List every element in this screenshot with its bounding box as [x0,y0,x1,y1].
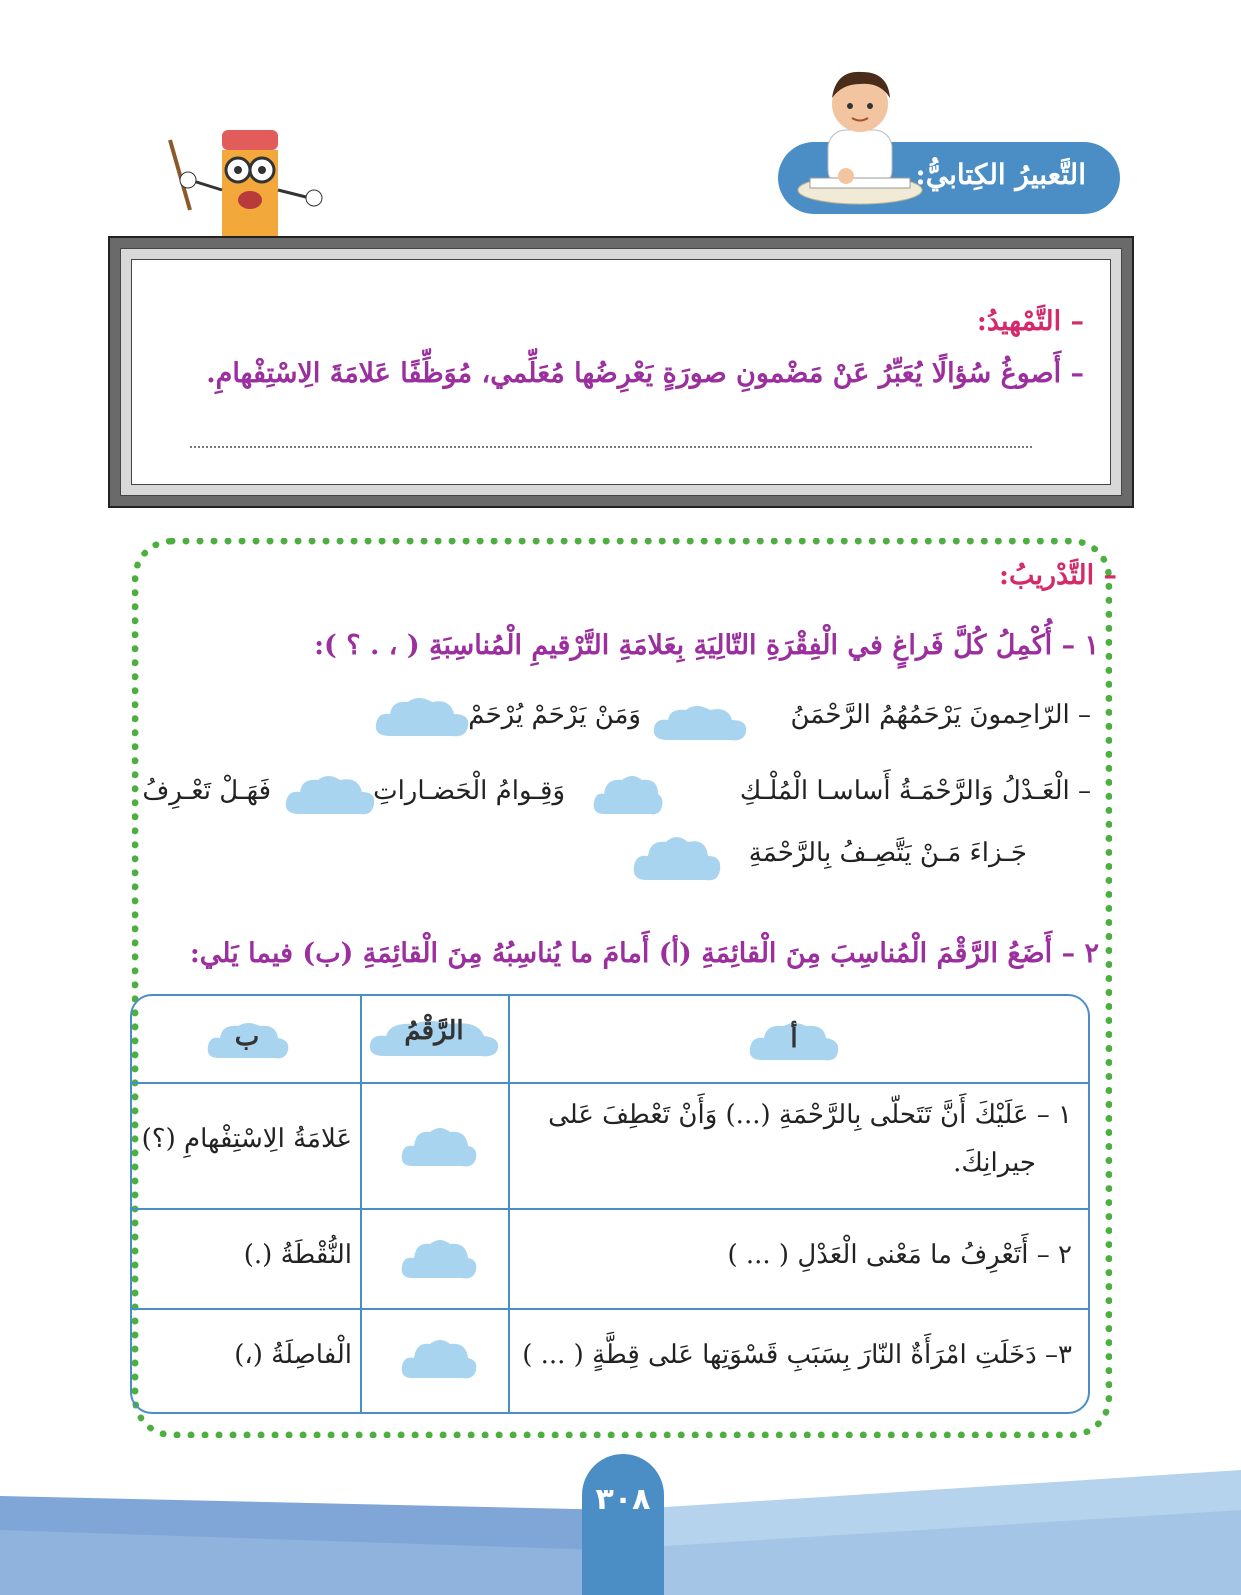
table-divider [132,1082,1088,1084]
page-number-tab [582,1454,664,1595]
row-3-b: الْفاصِلَةُ (،) [234,1340,352,1370]
intro-frame-content [131,259,1111,485]
boy-writing-illustration [790,60,930,210]
page-number: ٣٠٨ [595,1482,651,1517]
column-header-b: ب [234,1022,260,1052]
cloud-blank-icon[interactable] [590,772,664,820]
question-2: ٢ – أَضَعُ الرَّقْمَ الْمُناسِبَ مِنَ الْقائِمَةِ (أ) أَمامَ ما يُناسِبُهُ مِنَ الْقائِمَةِ (ب) فيما يَلي: [189,938,1099,969]
intro-frame-border [120,248,1122,496]
sentence-2-part-c: فَهَـلْ تَعْـرِفُ [142,776,271,806]
row-1-a-line-2: جيرانِكَ. [953,1148,1036,1178]
cloud-blank-icon[interactable] [398,1122,478,1172]
sentence-2-part-a: – الْعَـدْلُ وَالرَّحْمَـةُ أَساسـا الْمُلْـكِ [739,776,1091,806]
intro-frame [108,236,1134,508]
sentence-2-part-b: وَقِـوامُ الْحَضـاراتِ [373,776,565,806]
sentence-1-part-b: وَمَنْ يَرْحَمْ يُرْحَمْ [468,700,641,730]
cloud-blank-icon[interactable] [630,832,722,886]
sentence-1-part-a: – الرّاحِمونَ يَرْحَمُهُمُ الرَّحْمَنُ [790,700,1091,730]
row-1-a-line-1: ١ – عَلَيْكَ أَنَّ تَتَحلّى بِالرَّحْمَةِ (...) وَأَنْ تَعْطِفَ عَلى [548,1100,1072,1130]
row-2-b: النُّقْطَةُ (.) [243,1240,352,1270]
question-1: ١ – أُكْمِلُ كُلَّ فَراغٍ في الْفِقْرَةِ التّالِيَةِ بِعَلامَةِ التَّرْقيمِ الْمُناسِبَةِ ( ، . ؟ ): [314,630,1099,661]
training-heading: – التَّدْريبُ: [999,560,1117,591]
table-divider [132,1208,1088,1210]
column-header-a: أ [790,1024,798,1054]
cloud-blank-icon[interactable] [398,1234,478,1284]
section-title: التَّعبيرُ الكِتابيُّ: [915,158,1086,191]
table-divider [132,1308,1088,1310]
intro-heading: – التَّمْهيدُ: [976,306,1084,337]
cloud-blank-icon[interactable] [282,772,378,820]
cloud-blank-icon[interactable] [650,702,750,746]
row-3-a: ٣– دَخَلَتِ امْرَأَةٌ النّارَ بِسَبَبِ قَسْوَتِها عَلى قِطَّةٍ ( ... ) [522,1340,1072,1370]
matching-table [130,994,1090,1414]
table-divider [508,996,510,1412]
answer-dotted-line[interactable] [190,446,1032,448]
intro-instruction: – أَصوغُ سُؤالًا يُعَبِّرُ عَنْ مَضْمونِ صورَةٍ يَعْرِضُها مُعَلِّمي، مُوَظِّفًا عَلامَةَ الِاسْتِفْهامِ. [206,358,1084,389]
table-divider [360,996,362,1412]
column-header-number: الرَّقْمُ [404,1016,464,1046]
sentence-2-part-d: جَـزاءَ مَـنْ يَتَّصِـفُ بِالرَّحْمَةِ [748,838,1027,868]
row-2-a: ٢ – أَتَعْرِفُ ما مَعْنى الْعَدْلِ ( ... ) [727,1240,1072,1270]
cloud-blank-icon[interactable] [372,694,472,742]
cloud-blank-icon[interactable] [398,1334,478,1384]
row-1-b: عَلامَةُ الِاسْتِفْهامِ (؟) [141,1124,352,1154]
